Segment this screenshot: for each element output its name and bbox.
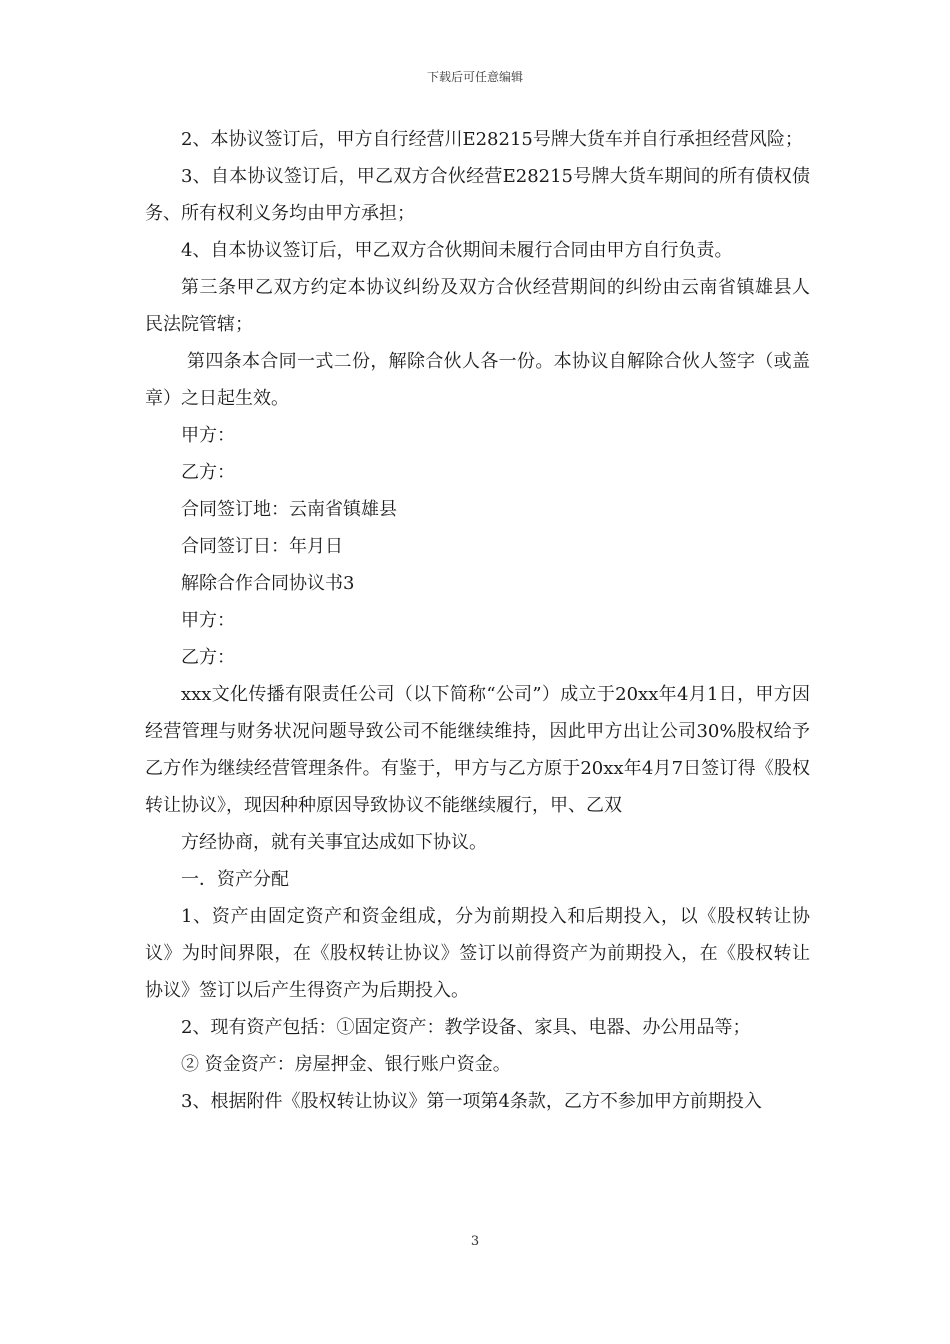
paragraph: 1、资产由固定资产和资金组成，分为前期投入和后期投入，以《股权转让协议》为时间界限，在《股权转让协议》签订以前得资产为前期投入，在《股权转让协议》签订以后产生得资产为后期投入。 [145, 906, 810, 1001]
paragraph: 第四条本合同一式二份，解除合伙人各一份。本协议自解除合伙人签字（或盖章）之日起生效。 [145, 351, 810, 409]
party-b-label: 乙方： [181, 462, 235, 483]
paragraph: 4、自本协议签订后，甲乙双方合伙期间未履行合同由甲方自行负责。 [181, 240, 733, 261]
party-a-label: 甲方： [181, 425, 235, 446]
document-body [145, 121, 810, 1120]
page-number: 3 [470, 1234, 480, 1249]
signing-place: 合同签订地：云南省镇雄县 [181, 499, 397, 520]
paragraph: 2、现有资产包括：①固定资产：教学设备、家具、电器、办公用品等； [181, 1017, 751, 1038]
party-b-label: 乙方： [181, 647, 235, 668]
section-title: 解除合作合同协议书3 [181, 573, 355, 594]
paragraph: 3、根据附件《股权转让协议》第一项第4条款，乙方不参加甲方前期投入 [181, 1091, 762, 1112]
paragraph: ② 资金资产：房屋押金、银行账户资金。 [181, 1054, 511, 1075]
page-header-note: 下载后可任意编辑 [426, 70, 523, 84]
party-a-label: 甲方： [181, 610, 235, 631]
paragraph: 方经协商，就有关事宜达成如下协议。 [181, 832, 487, 853]
paragraph: 2、本协议签订后，甲方自行经营川E28215号牌大货车并自行承担经营风险； [181, 129, 803, 150]
paragraph: 第三条甲乙双方约定本协议纠纷及双方合伙经营期间的纠纷由云南省镇雄县人民法院管辖； [145, 277, 810, 335]
signing-date: 合同签订日：年月日 [181, 536, 343, 557]
paragraph: xxx文化传播有限责任公司（以下简称“公司”）成立于20xx年4月1日，甲方因经营管理与财务状况问题导致公司不能继续维持，因此甲方出让公司30%股权给予乙方作为继续经营管理条件。有鉴于，甲方与乙方原于20xx年4月7日签订得《股权转让协议》，现因种种原因导致协议不能继续履行，甲、乙双 [145, 684, 810, 816]
section-heading: 一．资产分配 [181, 869, 289, 890]
paragraph: 3、自本协议签订后，甲乙双方合伙经营E28215号牌大货车期间的所有债权债务、所有权利义务均由甲方承担； [145, 166, 810, 224]
